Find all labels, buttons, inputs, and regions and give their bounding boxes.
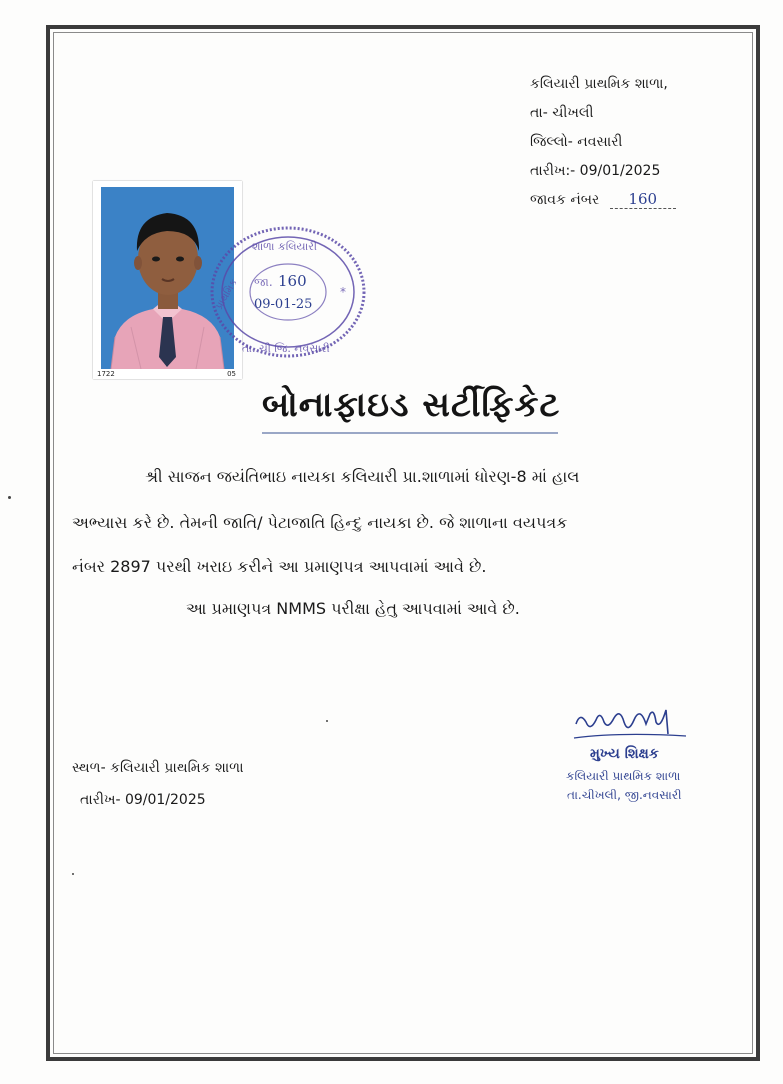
signatory-address: તા.ચીખલી, જી.નવસારી [567,788,682,802]
certificate-title: બોનાફાઇડ સર્ટીફિકેટ [262,385,561,425]
taluka: તા- ચીખલી [530,105,594,121]
paper-speck [8,496,11,499]
svg-text:તા. ચી જિ. નવસારી: તા. ચી જિ. નવસારી [242,342,330,355]
title-underline [262,432,558,434]
school-seal-stamp [192,222,366,360]
body-line-3: નંબર 2897 પરથી ખરાઇ કરીને આ પ્રમાણપત્ર આપવામાં આવે છે. [72,557,487,576]
footer-date: તારીખ- 09/01/2025 [80,792,206,808]
svg-text:પ્રાથમિક: પ્રાથમિક [214,277,241,312]
paper-speck [326,720,328,722]
svg-text:શાળા કલિયારી: શાળા કલિયારી [252,240,318,253]
photo-caption-right: 05 [227,370,236,378]
signatory-school: કલિયારી પ્રાથમિક શાળા [566,769,681,783]
paper-speck [72,873,74,875]
outward-number: 160 [610,190,676,209]
district: જિલ્લો- નવસારી [530,134,623,150]
headmaster-title: મુખ્ય શિક્ષક [590,746,659,762]
issue-date: તારીખ:- 09/01/2025 [530,163,661,179]
stamp-number: 160 [278,272,307,290]
place-line: સ્થળ- કલિયારી પ્રાથમિક શાળા [72,760,244,776]
outward-number-row [530,190,676,209]
body-line-1: શ્રી સાજન જયંતિભાઇ નાયકા કલિયારી પ્રા.શાળામાં ધોરણ-8 માં હાલ [145,467,580,486]
outward-label: જાવક નંબર [530,192,600,208]
body-line-4: આ પ્રમાણપત્ર NMMS પરીક્ષા હેતુ આપવામાં આવે છે. [186,599,520,618]
svg-text:જા.: જા. [254,275,273,289]
stamp-date: 09-01-25 [254,297,313,312]
headmaster-signature [570,700,688,748]
school-name: કલિયારી પ્રાથમિક શાળા, [530,76,668,92]
photo-caption-left: 1722 [97,370,115,378]
body-line-2: અભ્યાસ કરે છે. તેમની જાતિ/ પેટાજાતિ હિન્દુ નાયકા છે. જે શાળાના વયપત્રક [72,513,568,532]
svg-text:*: * [340,285,346,299]
